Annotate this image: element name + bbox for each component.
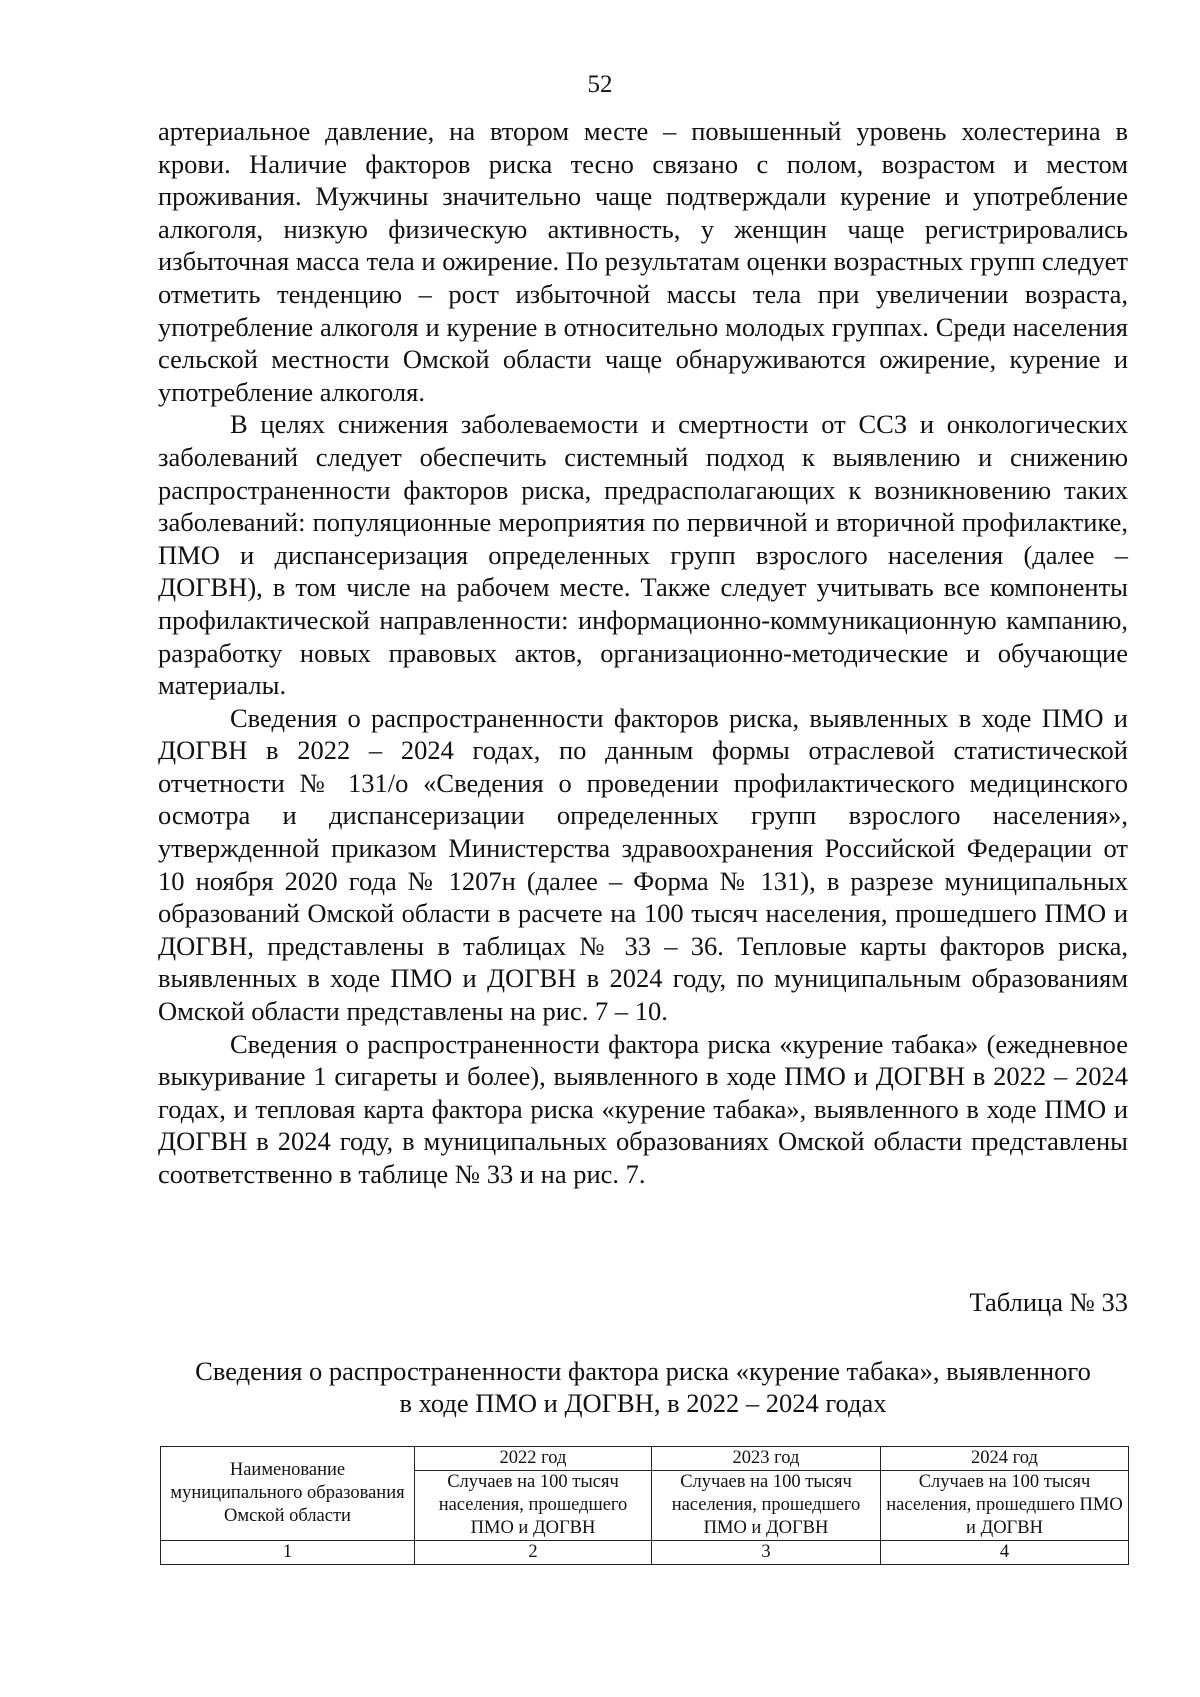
header-units-2023: Случаев на 100 тысяч населения, прошедшего ПМО и ДОГВН — [652, 1471, 881, 1541]
table-caption-line-2: в ходе ПМО и ДОГВН, в 2022 – 2024 годах — [399, 1388, 887, 1418]
table-column-numbers-row — [161, 1541, 1129, 1565]
header-units-2022: Случаев на 100 тысяч населения, прошедшего ПМО и ДОГВН — [415, 1471, 652, 1541]
paragraph-1: артериальное давление, на втором месте – повышенный уровень холестерина в крови. Наличие факторов риска тесно связано с полом, возрастом и местом проживания. Мужчины значительно чаще подтверждали курение и употребление алкоголя, низкую физическую активность, у женщин чаще регистрировались избыточная масса тела и ожирение. По результатам оценки возрастных групп следует отметить тенденцию – рост избыточной массы тела при увеличении возраста, употребление алкоголя и курение в относительно молодых группах. Среди населения сельской местности Омской области чаще обнаруживаются ожирение, курение и употребление алкоголя. — [158, 116, 1128, 407]
column-number-3: 3 — [652, 1541, 881, 1565]
header-units-2024: Случаев на 100 тысяч населения, прошедшего ПМО и ДОГВН — [881, 1471, 1129, 1541]
body-text — [158, 115, 1128, 1191]
header-municipality: Наименование муниципального образования Омской области — [161, 1447, 415, 1541]
column-number-1: 1 — [161, 1541, 415, 1565]
paragraph-4: Сведения о распространенности фактора риска «курение табака» (ежедневное выкуривание 1 сигареты и более), выявленного в ходе ПМО и ДОГВН в 2022 – 2024 годах, и тепловая карта фактора риска «курение табака», выявленного в ходе ПМО и ДОГВН в 2024 году, в муниципальных образованиях Омской области представлены соответственно в таблице № 33 и на рис. 7. — [158, 1028, 1128, 1189]
page-number: 52 — [587, 71, 613, 98]
paragraph-3: Сведения о распространенности факторов риска, выявленных в ходе ПМО и ДОГВН в 2022 – 2024 годах, по данным формы отраслевой статистической отчетности № 131/о «Сведения о проведении профилактического медицинского осмотра и диспансеризации определенных групп взрослого населения», утвержденной приказом Министерства здравоохранения Российской Федерации от 10 ноября 2020 года № 1207н (далее – Форма № 131), в разрезе муниципальных образований Омской области в расчете на 100 тысяч населения, прошедшего ПМО и ДОГВН, представлены в таблицах № 33 – 36. Тепловые карты факторов риска, выявленных в ходе ПМО и ДОГВН в 2024 году, по муниципальным образованиям Омской области представлены на рис. 7 – 10. — [158, 702, 1128, 1027]
table-label: Таблица № 33 — [969, 1287, 1128, 1317]
header-year-2023: 2023 год — [652, 1447, 881, 1471]
table-caption-line-1: Сведения о распространенности фактора риска «курение табака», выявленного — [195, 1356, 1091, 1386]
paragraph-2: В целях снижения заболеваемости и смертности от ССЗ и онкологических заболеваний следует обеспечить системный подход к выявлению и снижению распространенности факторов риска, предрасполагающих к возникновению таких заболеваний: популяционные мероприятия по первичной и вторичной профилактике, ПМО и диспансеризация определенных групп взрослого населения (далее – ДОГВН), в том числе на рабочем месте. Также следует учитывать все компоненты профилактической направленности: информационно-коммуникационную кампанию, разработку новых правовых актов, организационно-методические и обучающие материалы. — [158, 409, 1128, 701]
header-year-2022: 2022 год — [415, 1447, 652, 1471]
header-year-2024: 2024 год — [881, 1447, 1129, 1471]
table-header-row-years — [161, 1447, 1129, 1471]
table-caption — [158, 1355, 1128, 1419]
column-number-4: 4 — [881, 1541, 1129, 1565]
risk-factor-table — [160, 1446, 1129, 1565]
column-number-2: 2 — [415, 1541, 652, 1565]
